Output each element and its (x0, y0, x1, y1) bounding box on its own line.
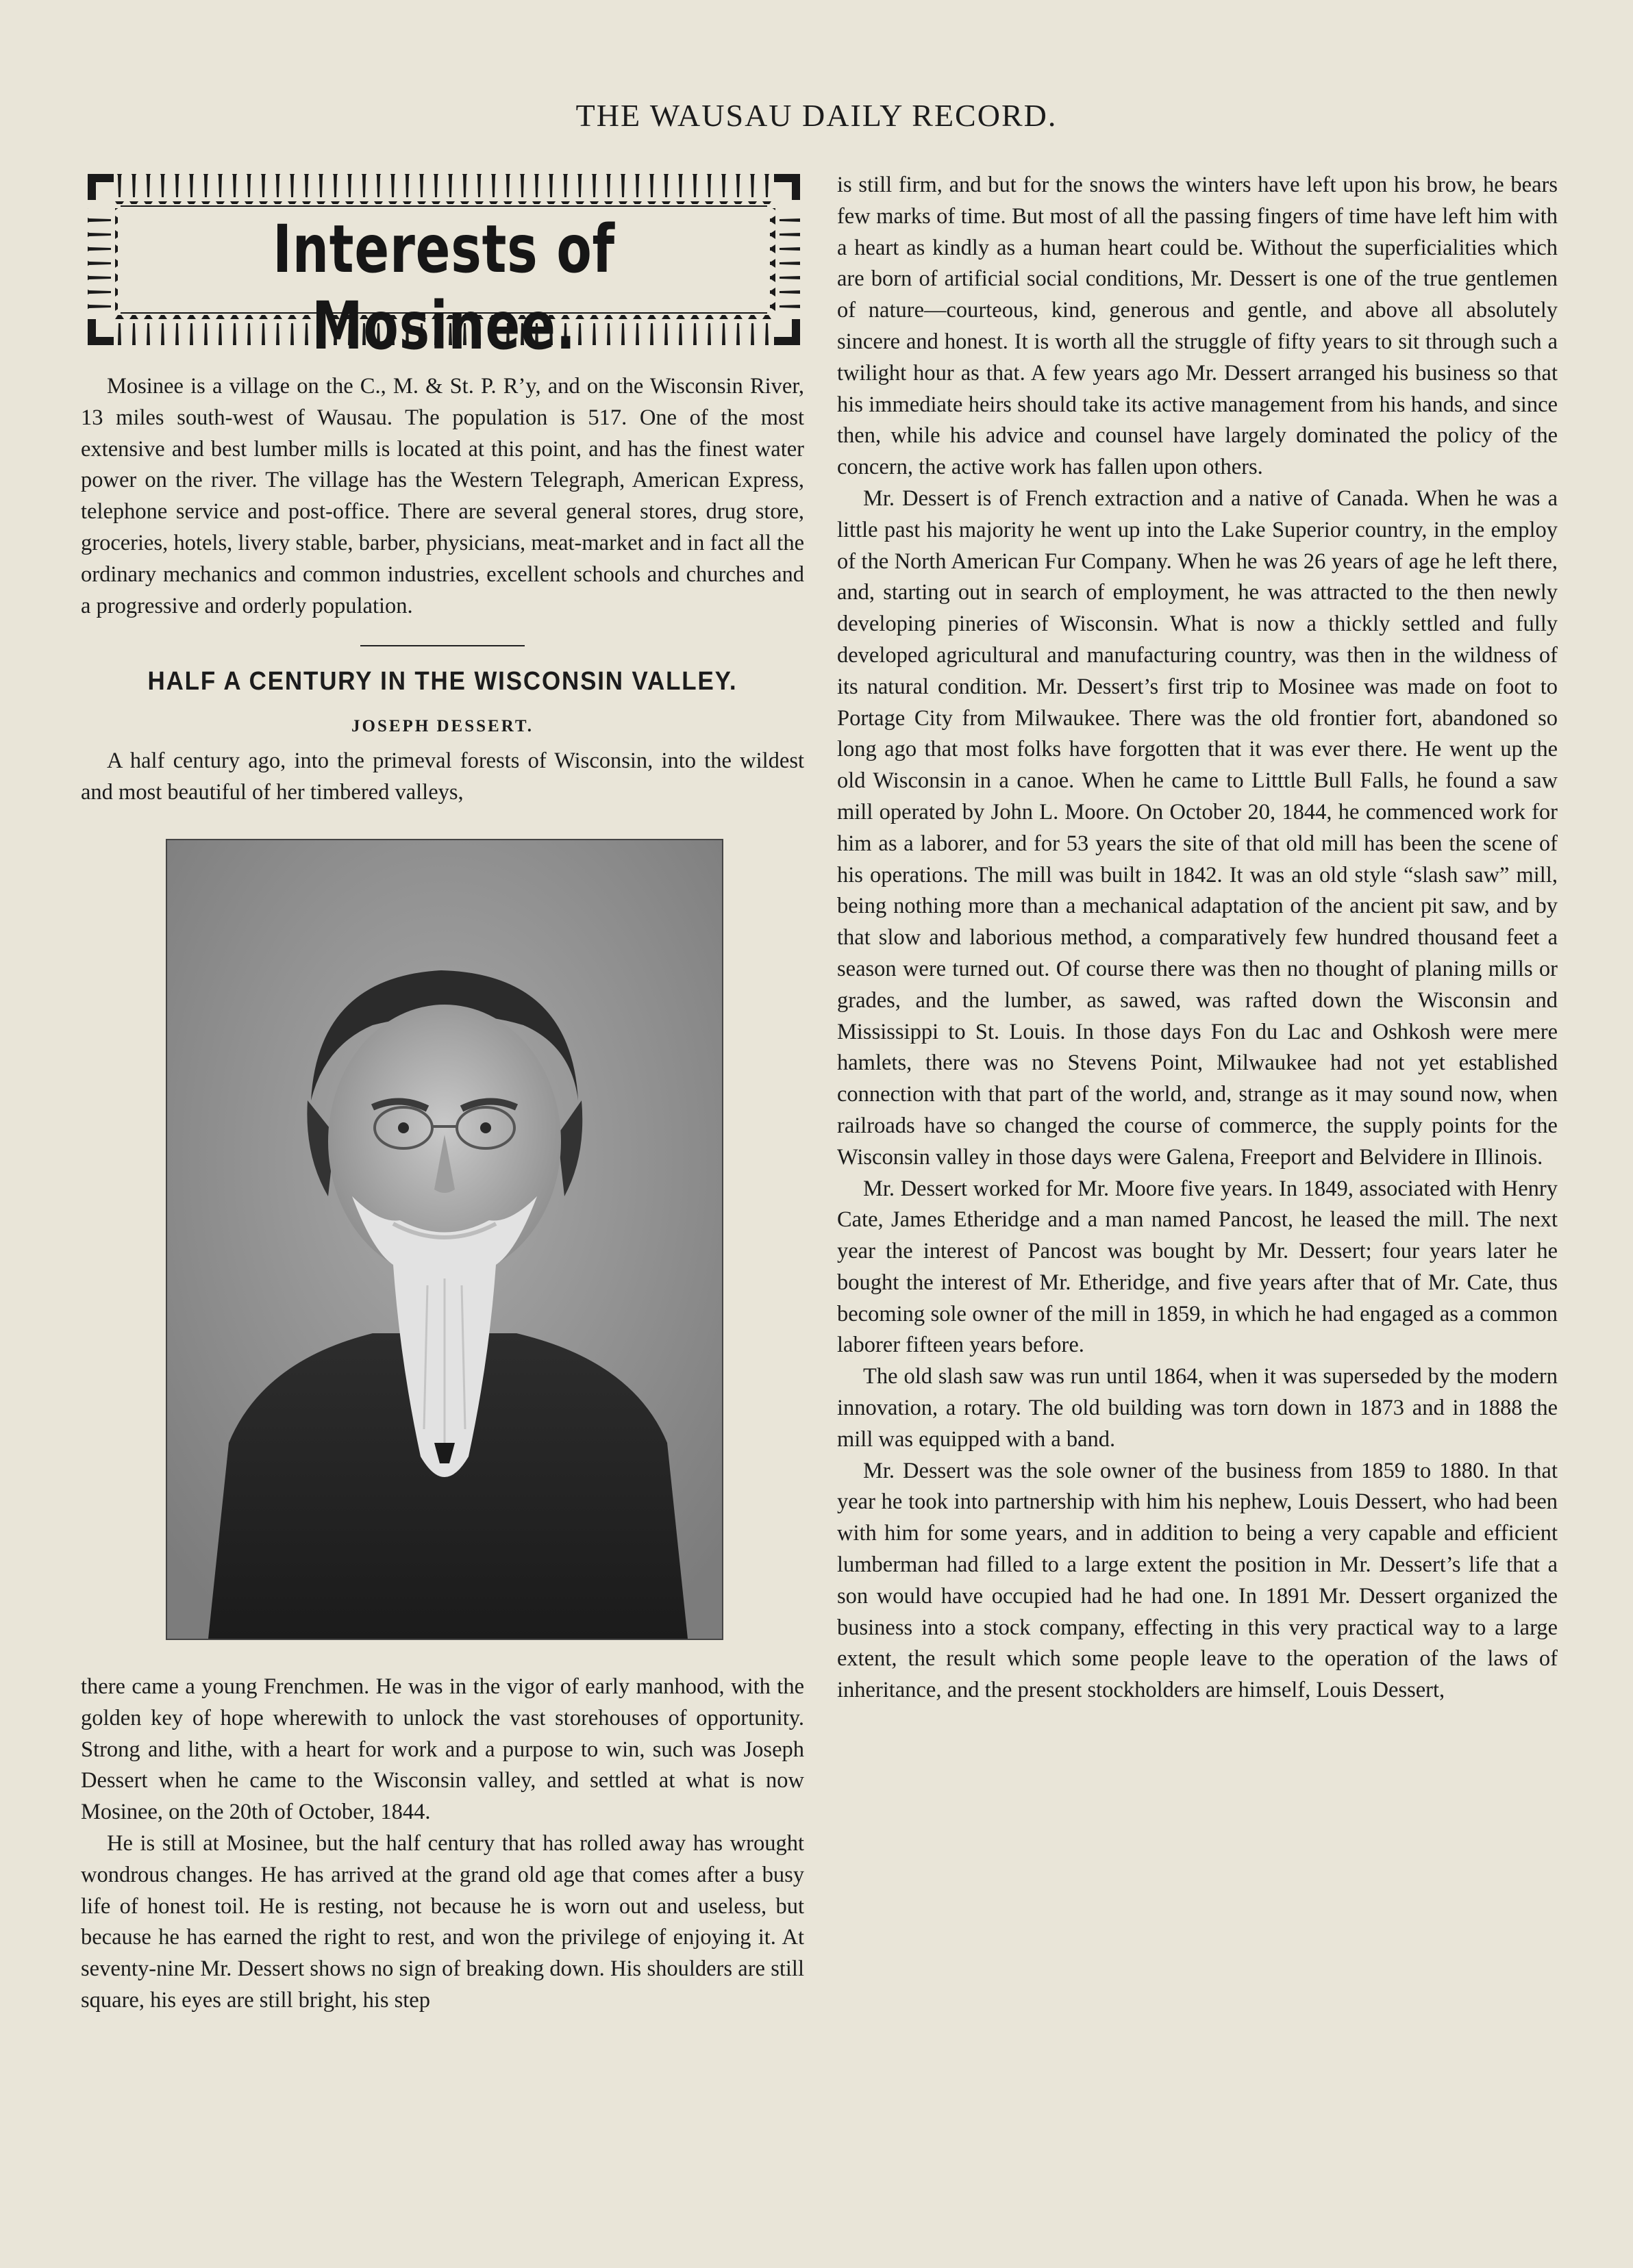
article-paragraph-1-end: there came a young Frenchmen. He was in the vigor of early manhood, with the golden key of hope wherewith to unlock the vast storehouses of opportunity. Strong and lithe, with a heart for work and a purpose to win, such was Joseph Dessert when he came to the Wisconsin valley, and settled at what is now Mosinee, on the 20th of October, 1844. (81, 1674, 804, 1825)
banner-title: Interests of Mosinee. (273, 211, 615, 364)
article-paragraph-2: He is still at Mosinee, but the half century that has rolled away has wrought wondrous changes. He has arrived at the grand old age that comes after a busy life of honest toil. He is resting, not because he is worn out and useless, but because he has earned the right to rest, and won the privilege of enjoying it. At seventy-nine Mr. Dessert shows no sign of breaking down. His shoulders are still square, his eyes are still bright, his step (81, 1830, 804, 2013)
right-column (837, 170, 1558, 1706)
article-paragraph-2-continued: is still firm, and but for the snows the winters have left upon his brow, he bears few marks of time. But most of all the passing fingers of time have left him with a heart as kindly as a human heart could be. Without the superficialities which are born of artificial social conditions, Mr. Dessert is one of the true gentlemen of nature—courteous, kind, generous and gentle, and above all absolutely sincere and honest. It is worth all the struggle of fifty years to sit through such a twilight hour as that. A few years ago Mr. Dessert arranged his business so that his immediate heirs should take its active management from his hands, and since then, while his advice and counsel have largely dominated the policy of the concern, the active work has fallen upon others. (837, 173, 1558, 480)
article-paragraph-5: The old slash saw was run until 1864, when it was superseded by the modern innovation, a rotary. The old building was torn down in 1873 and in 1888 the mill was equipped with a band. (837, 1364, 1558, 1452)
portrait-photo (166, 839, 723, 1640)
article-paragraph-3: Mr. Dessert is of French extraction and a native of Canada. When he was a little past his majority he went up into the Lake Superior country, in the employ of the North American Fur Company. When he was 26 years of age he left there, and, starting out in search of employment, he was attracted to the then newly developing pineries of Wisconsin. What is now a thickly settled and fully developed agricultural and manufacturing country, was then in the wildness of its natural condition. Mr. Dessert’s first trip to Mosinee was made on foot to Portage City from Milwaukee. There was the old frontier fort, abandoned so long ago that most folks have forgotten that it was ever there. He went up the old Wisconsin in a canoe. When he came to Litttle Bull Falls, he found a saw mill operated by John L. Moore. On October 20, 1844, he commenced work for him as a laborer, and for 53 years the site of that old mill has been the scene of his operations. The mill was built in 1842. It was an old style “slash saw” mill, being nothing more than a mechanical adaptation of the ancient pit saw, and by that slow and laborious method, a comparatively few hundred thousand feet a season were turned out. Of course there was then no thought of planing mills or grades, and the lumber, as sawed, was rafted down the Wisconsin and Mississippi to St. Louis. In those days Fon du Lac and Oshkosh were mere hamlets, there was no Stevens Point, Milwaukee had not yet established connection with that part of the world, and, strange as it may sound now, when railroads have so changed the course of commerce, the supply points for the Wisconsin valley in those days were Galena, Freeport and Belvidere in Illinois. (837, 486, 1558, 1170)
article-heading: HALF A CENTURY IN THE WISCONSIN VALLEY. (147, 667, 738, 696)
intro-paragraph: Mosinee is a village on the C., M. & St. P. R’y, and on the Wisconsin River, 13 miles south-west of Wausau. The population is 517. One of the most extensive and best lumber mills is located at this point, and has the finest water power on the river. The village has the Western Telegraph, American Express, telephone service and post-office. There are several general stores, drug store, groceries, hotels, livery stable, barber, physicians, meat-market and in fact all the ordinary mechanics and common industries, excellent schools and churches and a progressive and orderly population. (81, 374, 804, 618)
running-title: THE WAUSAU DAILY RECORD. (575, 98, 1058, 133)
article-paragraph-1-start: A half century ago, into the primeval forests of Wisconsin, into the wildest and most beautiful of her timbered valleys, (81, 748, 804, 805)
left-column (81, 170, 804, 2017)
article-subheading: JOSEPH DESSERT. (351, 717, 534, 736)
after-photo-text (81, 1672, 804, 2017)
article-paragraph-6: Mr. Dessert was the sole owner of the business from 1859 to 1880. In that year he took into partnership with him his nephew, Louis Dessert, who had been with him for some years, and in addition to being a very capable and efficient lumberman had filled to a large extent the position in Mr. Dessert’s life that a son would have occupied had he had one. In 1891 Mr. Dessert organized the business into a stock company, effecting in this very practical way to a large extent, the result which some people leave to the operation of the laws of inheritance, and the present stockholders are himself, Louis Dessert, (837, 1458, 1558, 1703)
divider-rule (360, 645, 525, 646)
section-banner (84, 170, 804, 364)
article-paragraph-4: Mr. Dessert worked for Mr. Moore five years. In 1849, associated with Henry Cate, James Etheridge and a man named Pancost, he leased the mill. The next year the interest of Pancost was bought by Mr. Dessert; four years later he bought the interest of Mr. Etheridge, and five years after that of Mr. Cate, thus becoming sole owner of the mill in 1859, in which he had engaged as a common laborer fifteen years before. (837, 1176, 1558, 1358)
portrait-illustration (167, 840, 722, 1639)
